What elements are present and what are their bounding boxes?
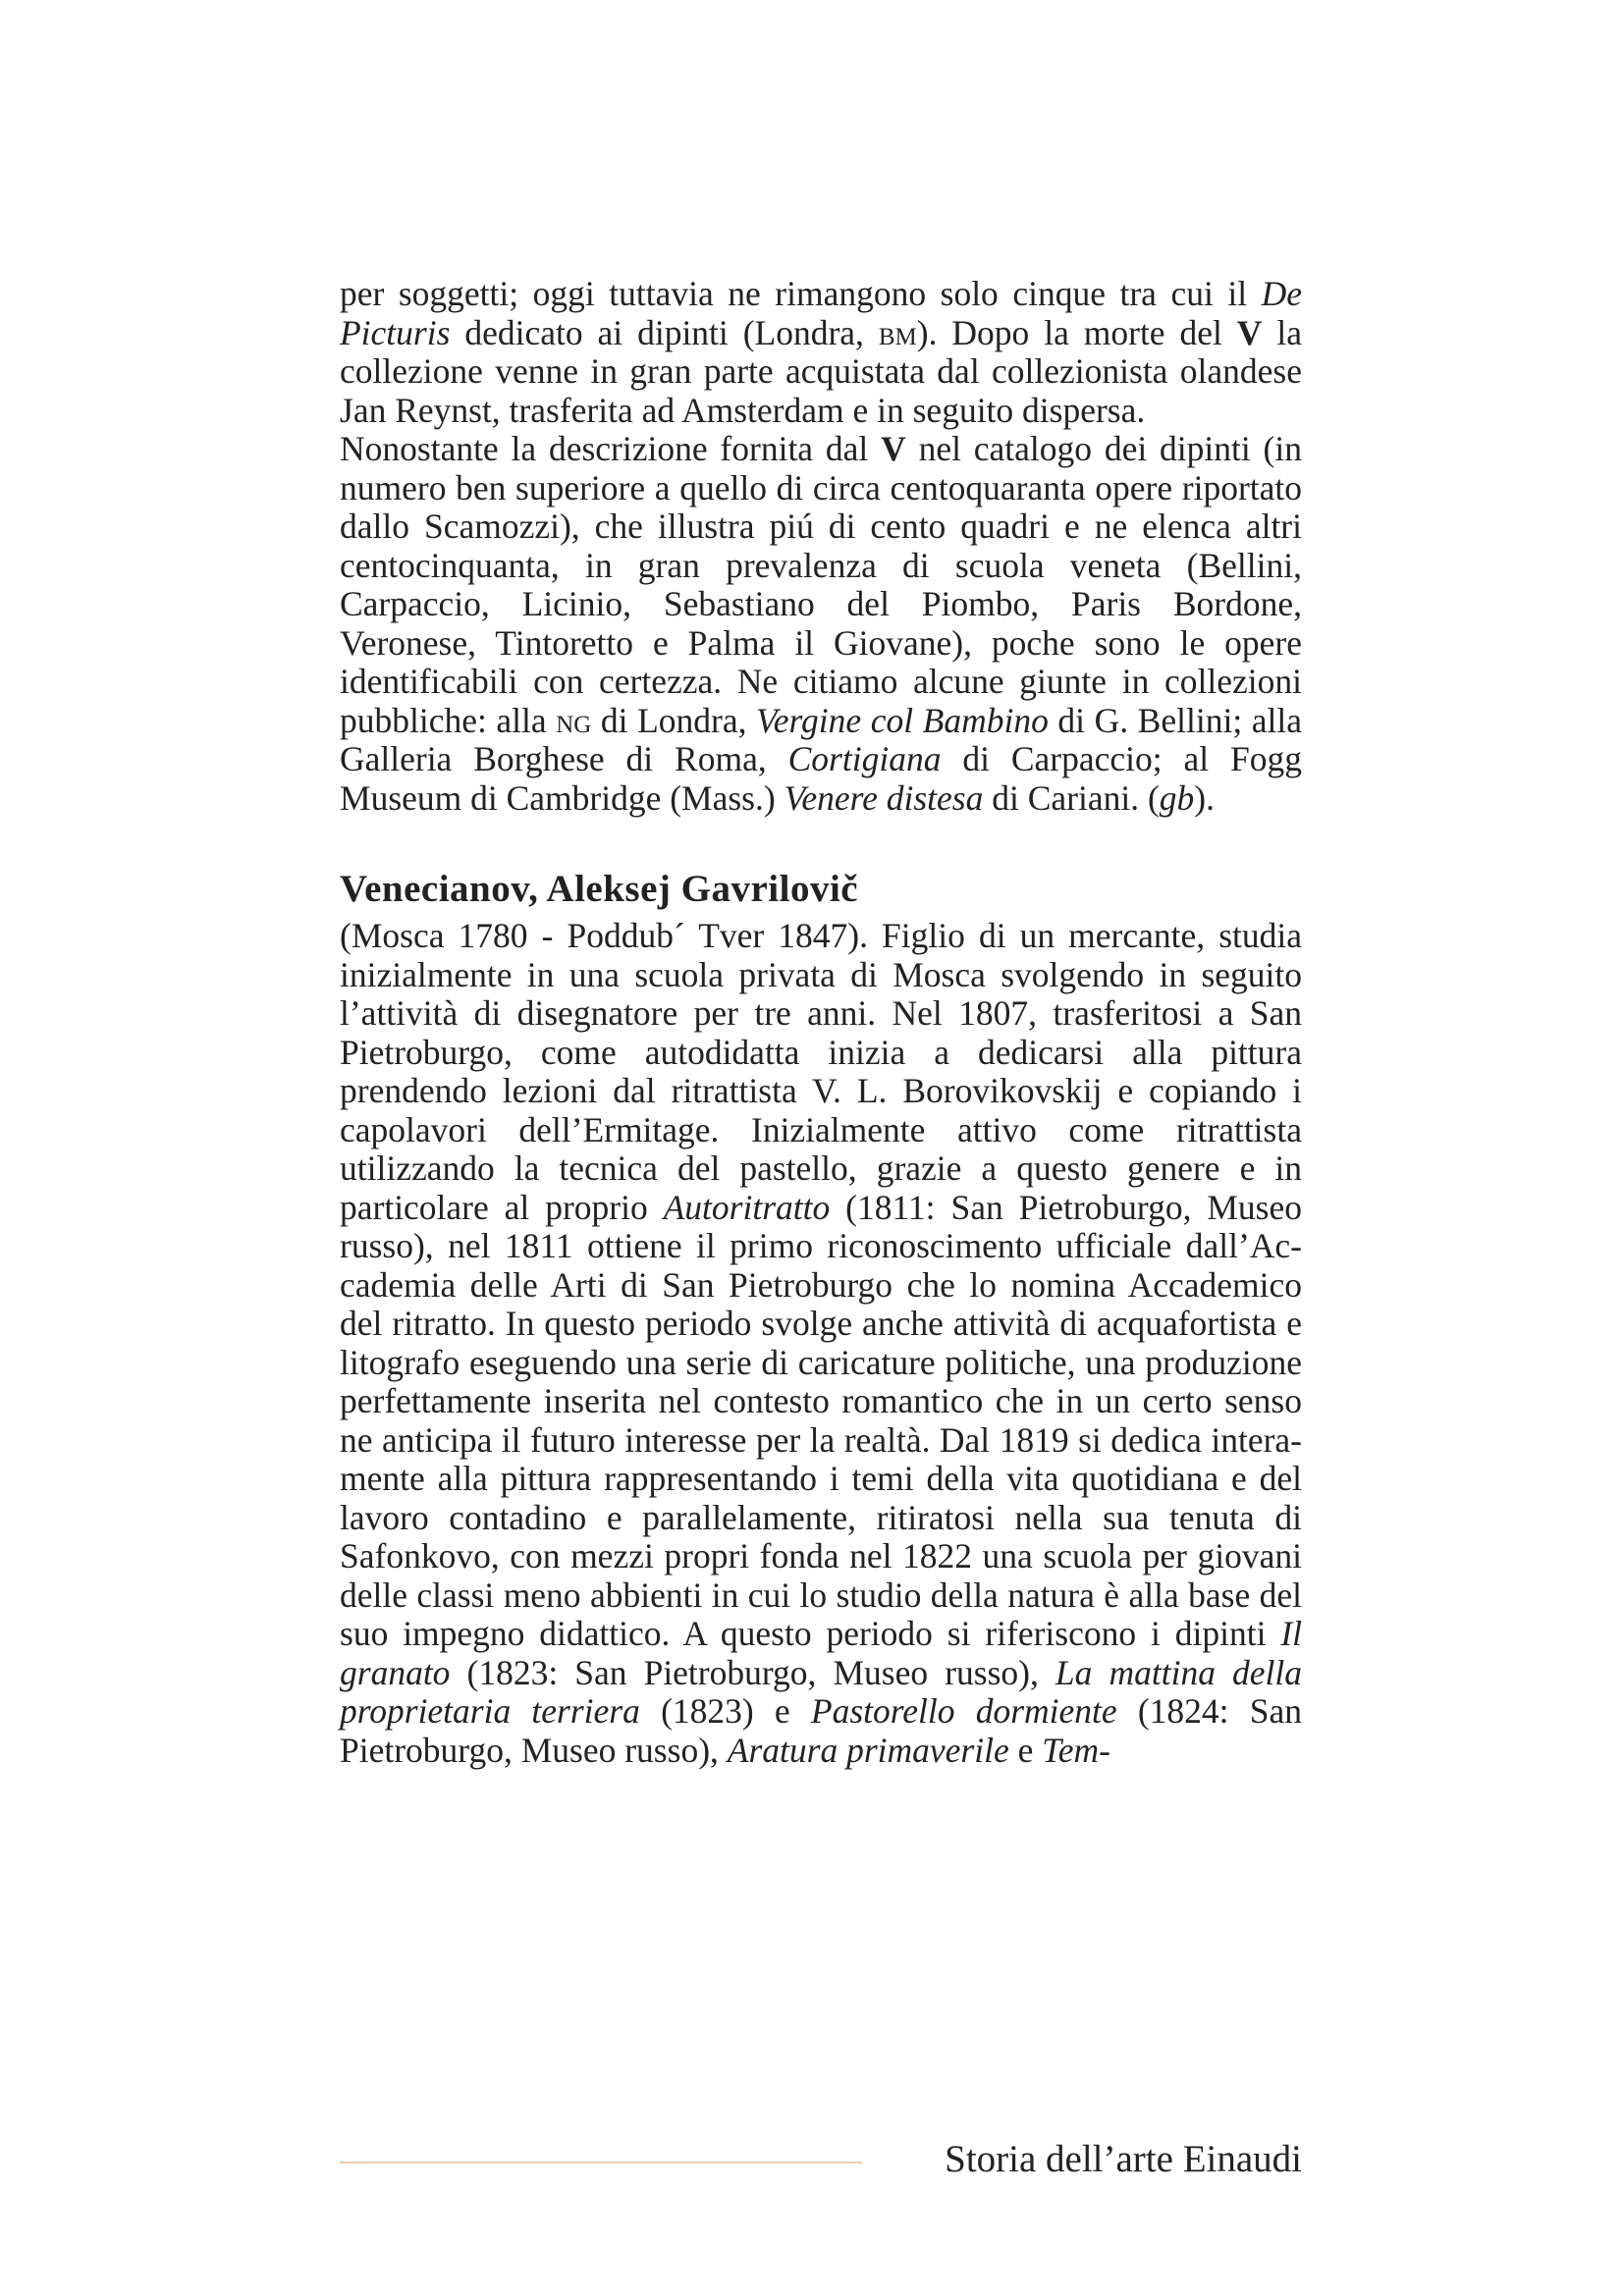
continuation-paragraph-1 [340, 275, 1302, 430]
text-run: e [1008, 1730, 1043, 1770]
italic-title: De Picturis [340, 274, 1302, 352]
italic-title: Vergine col Bambino [756, 700, 1049, 740]
text-run: Nonostante la descrizione fornita dal [340, 429, 882, 468]
entry-abbreviation: V [1236, 312, 1263, 352]
text-run: (1823) e [639, 1691, 811, 1731]
abbreviation: ng [556, 700, 592, 740]
footer-title: Storia dell’arte Einaudi [945, 2138, 1302, 2180]
entry-abbreviation: V [881, 429, 906, 468]
text-run: nel catalogo dei dipinti (in numero ben superiore a quello di circa centoquaranta opere riportato dallo Scamozzi), che illustra piú di cento quadri e ne elenca altri centocinquanta, in gran prevalenza di scuola veneta (Bellini, Carpaccio, Licinio, Sebastiano del Piombo, Paris Bordone, Veronese, Tintoretto e Palma il Giovane), poche sono le opere identificabili con certezza. Ne citiamo alcune giunte in collezioni pubbliche: alla [340, 429, 1302, 740]
text-run: di Carpaccio; al Fogg Museum di Cambridge (Mass.) [340, 739, 1302, 818]
text-run: di Cariani. ( [983, 777, 1160, 818]
page-footer [340, 2138, 1302, 2181]
text-run: la collezione venne in gran parte acquistata dal collezionista olandese Jan Reynst, trasferita ad Amsterdam e in seguito dispersa. [340, 312, 1302, 430]
text-run: (1811: San Pietroburgo, Museo russo), nel 1811 ottiene il primo riconoscimento ufficiale dall’Accademia delle Arti di San Pietroburgo che lo nomina Accademico del ritratto. In questo periodo svolge anche attività di acquafortista e litografo eseguendo una serie di caricature politiche, una produzione perfettamente inserita nel contesto romantico che in un certo senso ne anticipa il futuro interesse per la realtà. Dal 1819 si dedica interamente alla pittura rappresentando i temi della vita quotidiana e del lavoro contadino e parallelamente, ritiratosi nella sua tenuta di Safonkovo, con mezzi propri fonda nel 1822 una scuola per giovani delle classi meno abbienti in cui lo studio della natura è alla base del suo impegno didattico. A questo periodo si riferiscono i dipinti [340, 1187, 1303, 1653]
footer-rule [340, 2162, 862, 2163]
text-column [340, 275, 1302, 1770]
text-run: di Londra, [591, 700, 757, 740]
italic-title: Pastorello dormiente [810, 1691, 1117, 1731]
text-run: (1823: San Pietroburgo, Museo russo), [450, 1652, 1055, 1692]
text-run: (1824: San Pietroburgo, Museo russo), [340, 1691, 1303, 1770]
italic-title: Venere distesa [784, 777, 984, 818]
text-run: ). Dopo la morte del [916, 312, 1237, 352]
italic-title: Il granato [340, 1614, 1302, 1692]
author-initials: gb [1159, 777, 1195, 818]
italic-title: Cortigiana [787, 739, 942, 778]
entry-body [340, 917, 1302, 1770]
text-run: dedicato ai dipinti (Londra, [450, 312, 879, 352]
text-run: di G. Bellini; alla Galleria Borghese di Roma, [340, 700, 1302, 778]
text-run: ). [1194, 777, 1215, 818]
continuation-paragraph-2 [340, 430, 1302, 818]
italic-title: Aratura primaverile [727, 1730, 1009, 1770]
entry-heading: Venecianov, Aleksej Gavrilovič [340, 868, 859, 910]
italic-title: Autoritratto [663, 1187, 831, 1227]
italic-title: La mattina della proprietaria terriera [340, 1652, 1303, 1731]
abbreviation: bm [878, 312, 917, 352]
text-run: (Mosca 1780 - Poddub´ Tver 1847). Figlio di un mercante, studia inizialmente in una scuola privata di Mosca svolgendo in seguito l’attività di disegnatore per tre anni. Nel 1807, trasferitosi a San Pietroburgo, come autodidatta inizia a dedicarsi alla pittura prendendo lezioni dal ritrattista V. L. Borovikovskij e copiando i capolavori dell’Ermitage. Inizialmente attivo come ritrattista utilizzando la tecnica del pastello, grazie a questo genere e in particolare al proprio [340, 916, 1302, 1227]
italic-title: Tem- [1042, 1730, 1110, 1770]
text-run: per soggetti; oggi tuttavia ne rimangono solo cinque tra cui il [340, 274, 1262, 313]
